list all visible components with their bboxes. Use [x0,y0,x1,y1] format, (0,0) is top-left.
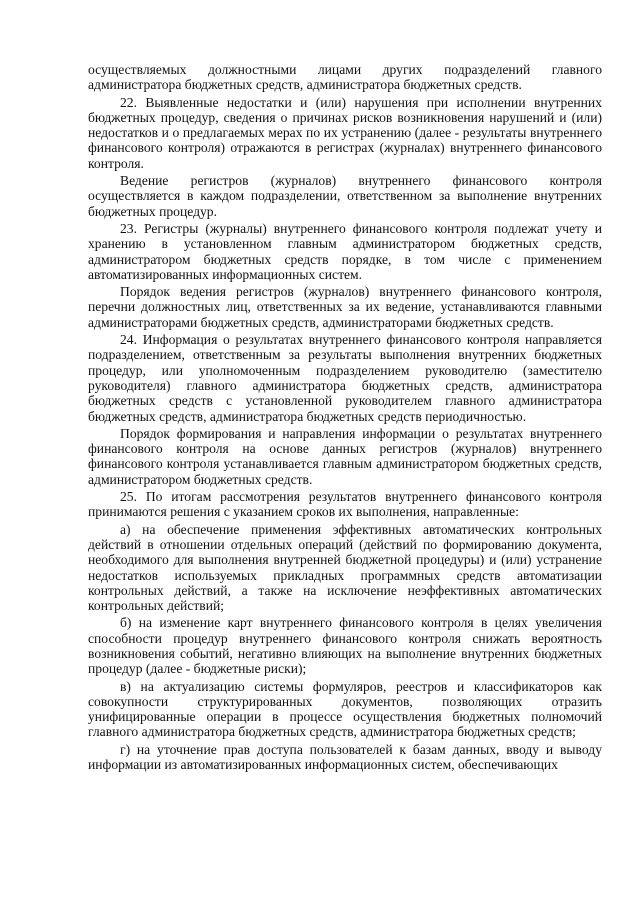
paragraph-continuation: осуществляемых должностными лицами других подразделений главного администратора бюджетных средств, администратора бюджетных средств. [88,62,602,93]
paragraph-registers-order: Порядок ведения регистров (журналов) внутреннего финансового контроля, перечни должностных лиц, ответственных за их ведение, устанавливаются главными администраторами бюджетных средств, администраторами бюджетных средств. [88,284,602,330]
paragraph-item-22: 22. Выявленные недостатки и (или) нарушения при исполнении внутренних бюджетных процедур, сведения о причинах рисков возникновения нарушений и (или) недостатков и о предлагаемых мерах по их устранению (далее - результаты внутреннего финансового контроля) отражаются в регистрах (журналах) внутреннего финансового контроля. [88,94,602,171]
paragraph-registers-maintenance: Ведение регистров (журналов) внутреннего финансового контроля осуществляется в каждом подразделении, ответственном за выполнение внутренних бюджетных процедур. [88,173,602,219]
paragraph-item-25-g: г) на уточнение прав доступа пользователей к базам данных, вводу и выводу информации из автоматизированных информационных систем, обеспечивающих [88,741,602,773]
paragraph-item-24: 24. Информация о результатах внутреннего финансового контроля направляется подразделением, ответственным за результаты выполнения внутренних бюджетных процедур, или уполномоченным подразделением руководителю (заместителю руководителя) главного администратора бюджетных средств, администратора бюджетных средств с установленной руководителем главного администратора бюджетных средств, администратора бюджетных средств периодичностью. [88,332,602,424]
paragraph-item-25: 25. По итогам рассмотрения результатов внутреннего финансового контроля принимаются решения с указанием сроков их выполнения, направленные: [88,489,602,520]
document-body [88,62,602,774]
paragraph-item-25-a: а) на обеспечение применения эффективных автоматических контрольных действий в отношении отдельных операций (действий по формированию документа, необходимого для выполнения внутренней бюджетной процедуры) и (или) устранение недостатков используемых прикладных программных средств автоматизации контрольных действий, а также на исключение неэффективных автоматических контрольных действий; [88,521,602,614]
paragraph-item-25-v: в) на актуализацию системы формуляров, реестров и классификаторов как совокупности структурированных документов, позволяющих отразить унифицированные операции в процессе осуществления бюджетных полномочий главного администратора бюджетных средств, администратора бюджетных средств; [88,678,602,740]
paragraph-item-23: 23. Регистры (журналы) внутреннего финансового контроля подлежат учету и хранению в установленном главным администратором бюджетных средств, администратором бюджетных средств порядке, в том числе с применением автоматизированных информационных систем. [88,220,602,282]
paragraph-information-order: Порядок формирования и направления информации о результатах внутреннего финансового контроля на основе данных регистров (журналов) внутреннего финансового контроля устанавливается главным администратором бюджетных средств, администратором бюджетных средств. [88,425,602,487]
paragraph-item-25-b: б) на изменение карт внутреннего финансового контроля в целях увеличения способности процедур внутреннего финансового контроля снижать вероятность возникновения событий, негативно влияющих на выполнение внутренних бюджетных процедур (далее - бюджетные риски); [88,615,602,677]
